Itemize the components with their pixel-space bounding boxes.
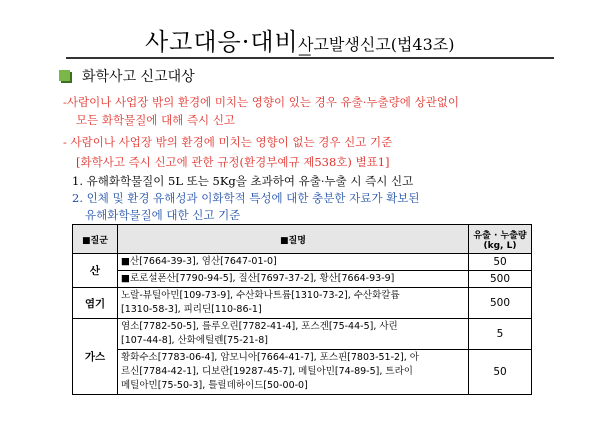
chem-cell: ■로로설폰산[7790-94-5], 질산[7697-37-2], 황산[7664-93-9] (118, 271, 469, 288)
table-header-row (73, 225, 532, 254)
header-amount-line2: (kg, L) (483, 240, 517, 251)
chem-line: [1310-58-3], 피리딘[110-86-1] (121, 304, 262, 315)
title-sub: 사고발생신고(법43조) (298, 35, 455, 54)
criterion-1: 1. 유해화학물질이 5L 또는 5Kg을 초과하여 유출·누출 시 즉시 신고 (72, 174, 414, 188)
red-line-2b: [화학사고 즉시 신고에 관한 규정(환경부예규 제538호) 별표1] (76, 155, 390, 169)
table-row (73, 319, 532, 350)
amount-cell: 50 (469, 350, 532, 395)
amount-cell: 500 (469, 288, 532, 319)
section-heading: 화학사고 신고대상 (82, 69, 195, 85)
group-base: 염기 (73, 288, 118, 319)
title-main: 사고대응·대비_ (145, 28, 312, 56)
table-row (73, 254, 532, 271)
chem-cell: ■산[7664-39-3], 염산[7647-01-0] (118, 254, 469, 271)
red-line-1b: 모든 화학물질에 대해 즉시 신고 (76, 113, 236, 127)
chem-line: 염소[7782-50-5], 를루오린[7782-41-4], 포스겐[75-44-5], 사린 (121, 321, 398, 332)
header-amount (469, 225, 532, 254)
slide-title (0, 0, 600, 60)
table-row (73, 288, 532, 319)
table-row (73, 271, 532, 288)
green-bullet-icon (59, 70, 70, 81)
chem-line: 르신[7784-42-1], 디보란[19287-45-7], 메틸아민[74-89-5], 트라이 (121, 366, 413, 377)
chem-line: 메틸아민[75-50-3], 틀릴데하이드[50-00-0] (121, 380, 308, 391)
criterion-2: 2. 인체 및 환경 유해성과 이화학적 특성에 대한 충분한 자료가 확보된 (72, 191, 420, 205)
amount-cell: 50 (469, 254, 532, 271)
group-acid: 산 (73, 254, 118, 288)
chem-line: 노랄-뷰틸아민[109-73-9], 수산화나트륨[1310-73-2], 수산화칼륨 (121, 290, 400, 301)
chem-cell (118, 288, 469, 319)
chem-line: [107-44-8], 산화에틸렌[75-21-8] (121, 335, 268, 346)
table-row (73, 350, 532, 395)
title-underline (66, 57, 554, 59)
amount-cell: 500 (469, 271, 532, 288)
red-line-2: - 사람이나 사업장 밖의 환경에 미치는 영향이 없는 경우 신고 기준 (63, 135, 393, 149)
chem-line: 황화수소[7783-06-4], 암모니아[7664-41-7], 포스핀[7803-51-2], 아 (121, 352, 419, 363)
chem-cell (118, 350, 469, 395)
amount-cell: 5 (469, 319, 532, 350)
header-group: ■질군 (73, 225, 118, 254)
chem-cell (118, 319, 469, 350)
red-line-1: -사람이나 사업장 밖의 환경에 미치는 영향이 있는 경우 유출·누출량에 상관없이 (63, 95, 459, 109)
criterion-2b: 유해화학물질에 대한 신고 기준 (85, 208, 241, 222)
group-gas: 가스 (73, 319, 118, 395)
header-name: ■질명 (118, 225, 469, 254)
header-amount-line1: 유출 · 누출량 (473, 230, 527, 241)
chemical-table (72, 224, 532, 395)
